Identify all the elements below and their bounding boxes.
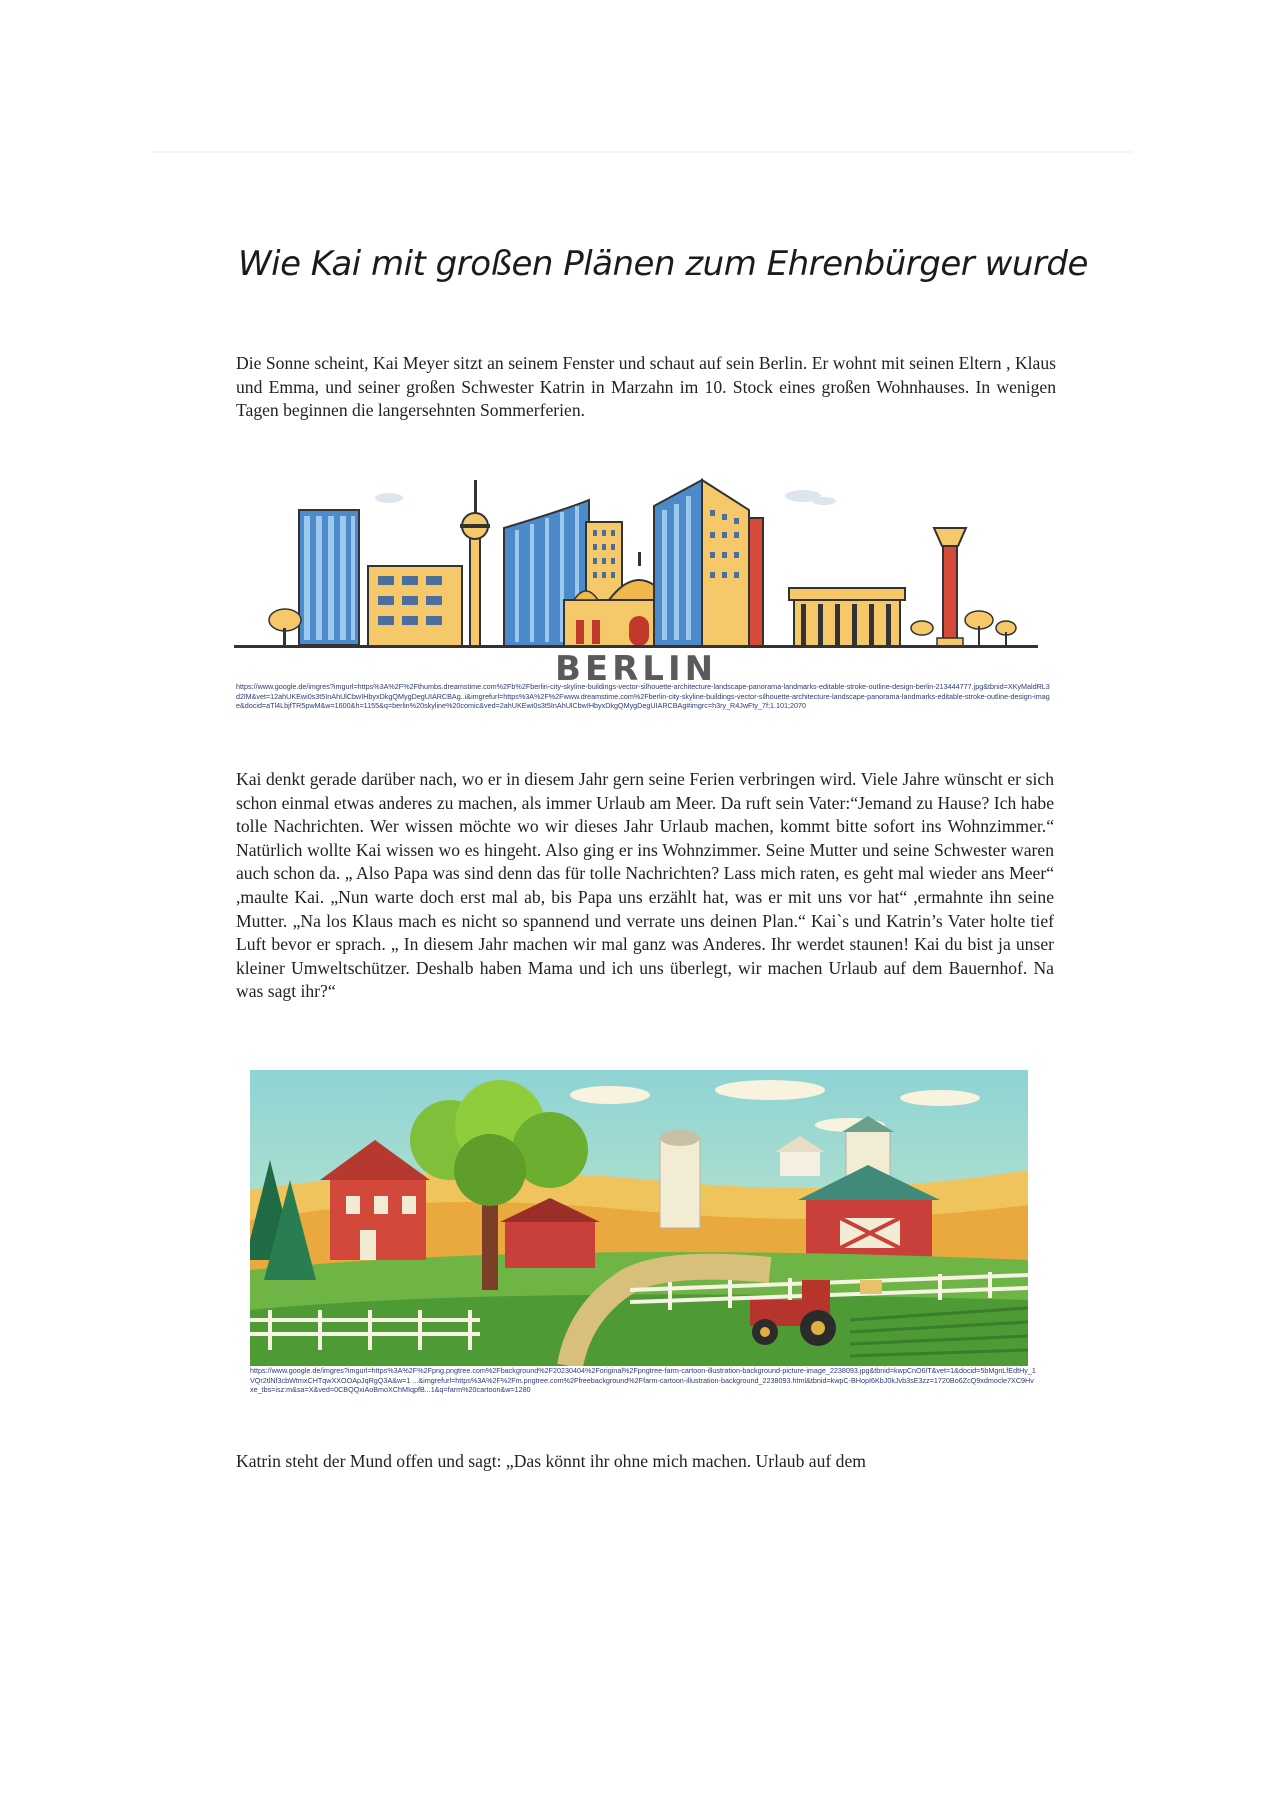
berlin-skyline-illustration	[234, 470, 1038, 684]
page-top-rule	[152, 151, 1132, 153]
farm-image-source-url: https://www.google.de/imgres?imgurl=https%3A%2F%2Fpng.pngtree.com%2Fbackground%2F20230404%2Foriginal%2Fpngtree-farm-cartoon-illustration-background-picture-image_2238093.jpg&tbnid=kwpCnO6lT&vet=1&docid=5bMgnLfEdtHy_1VQr2tlNf3cbWtmxCHTqwXXOOApJqRgQ3A&w=1 ...&imgrefurl=https%3A%2F%2Fm.pngtree.com%2Ffreebackground%2Ffarm-cartoon-illustration-background_2238093.html&tbnid=kwpC-BHopI6KbJ0kJvb3sE3zz=1720Bo6ZcQ9xdmocle7XC9Hvxe_tbs=isz:m&sa=X&ved=0CBQQxiAoBmoXChMIqpfB...1&q=farm%20cartoon&w=1280	[250, 1366, 1036, 1395]
berlin-image-source-url: https://www.google.de/imgres?imgurl=https%3A%2F%2Fthumbs.dreamstime.com%2Fb%2Fberlin-city-skyline-buildings-vector-silhouette-architecture-landscape-panorama-landmarks-editable-stroke-outline-design-berlin-213444777.jpg&tbnid=XKyMaldRL3d2lM&vet=12ahUKEwi0s3t5InAhUlCbwIHbyxDkgQMygDegUIARCBAg..i&imgrefurl=https%3A%2F%2Fwww.dreamstime.com%2Fberlin-city-skyline-buildings-vector-silhouette-architecture-landscape-panorama-landmarks-editable-stroke-outline-design-image&docid=aTl4LbjfTR5pwM&w=1600&h=1155&q=berlin%20skyline%20comic&ved=2ahUKEwi0s3t5InAhUlCbwIHbyxDkgQMygDegUIARCBAg#imgrc=h3ry_R4JwFty_7f;1.101;2070	[236, 682, 1050, 711]
paragraph-intro: Die Sonne scheint, Kai Meyer sitzt an seinem Fenster und schaut auf sein Berlin. Er wohnt mit seinen Eltern , Klaus und Emma, und seiner großen Schwester Katrin in Marzahn im 10. Stock eines großen Wohnhauses. In wenigen Tagen beginnen die langersehnten Sommerferien.	[236, 353, 1056, 421]
paragraph-katrin-reaction: Katrin steht der Mund offen und sagt: „Das könnt ihr ohne mich machen. Urlaub auf dem	[236, 1451, 866, 1471]
paragraph-vacation-news: Kai denkt gerade darüber nach, wo er in diesem Jahr gern seine Ferien verbringen wird. Viele Jahre wünscht er sich schon einmal etwas anderes zu machen, als immer Urlaub am Meer. Da ruft sein Vater:“Jemand zu Hause? Ich habe tolle Nachrichten. Wer wissen möchte wo wir dieses Jahr Urlaub machen, kommt bitte sofort ins Wohnzimmer.“ Natürlich wollte Kai wissen wo es hingeht. Also ging er ins Wohnzimmer. Seine Mutter und seine Schwester waren auch schon da. „ Also Papa was sind denn das für tolle Nachrichten? Lass mich raten, es geht mal wieder ans Meer“ ,maulte Kai. „Nun warte doch erst mal ab, bis Papa uns erzählt hat, was er mit uns vor hat“ ,ermahnte ihn seine Mutter. „Na los Klaus mach es nicht so spannend und verrate uns deinen Plan.“ Kai`s und Katrin’s Vater holte tief Luft bevor er sprach. „ In diesem Jahr machen wir mal ganz was Anderes. Ihr werdet staunen! Kai du bist ja unser kleiner Umweltschützer. Deshalb haben Mama und ich uns überlegt, wir machen Urlaub auf dem Bauernhof. Na was sagt ihr?“	[236, 769, 1054, 1002]
farm-landscape-illustration	[250, 1070, 1028, 1366]
berlin-caption-word: BERLIN	[554, 649, 718, 684]
document-title: Wie Kai mit großen Plänen zum Ehrenbürger wurde	[238, 244, 1088, 284]
